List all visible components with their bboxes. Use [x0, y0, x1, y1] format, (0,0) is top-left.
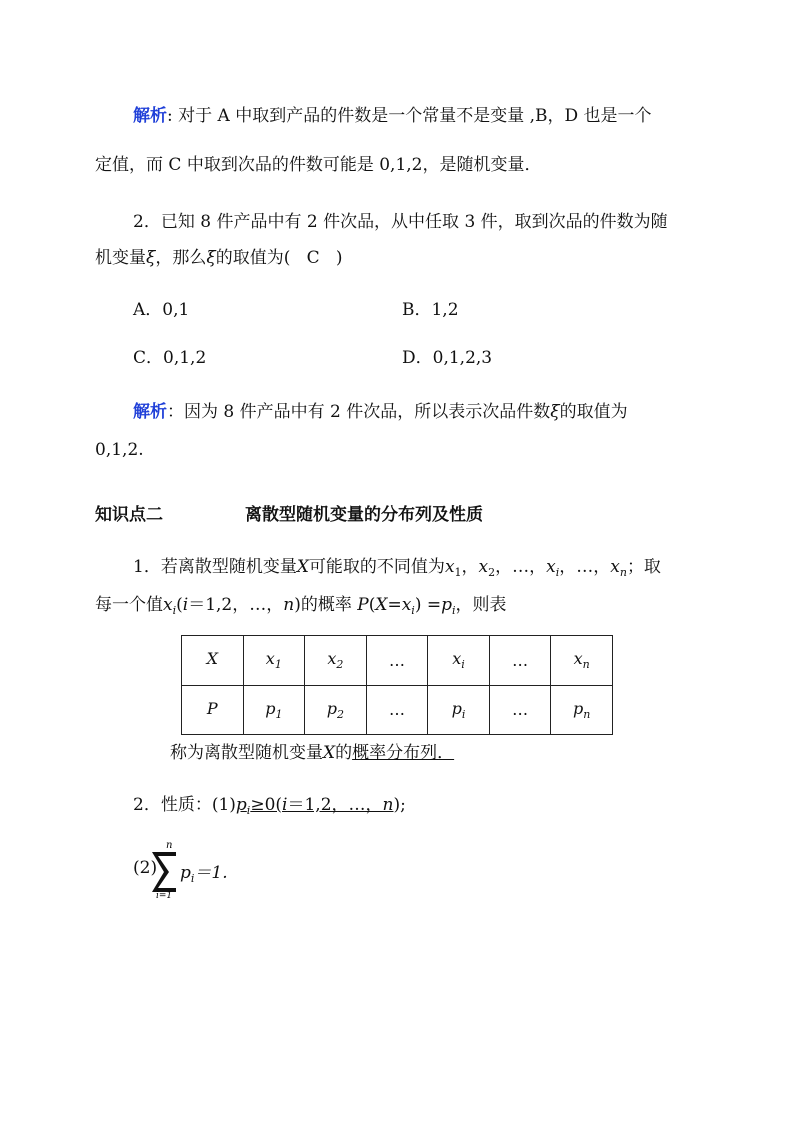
definition-line-2: 每一个值$x_i(i=1,2$，…，n)的概率 $P(X=x_i) =p_i$，则表: [95, 595, 507, 617]
sum-upper-limit: n: [166, 840, 173, 851]
table-cell: $p_1$: [243, 685, 305, 735]
table-cell: $x_i$: [428, 636, 490, 686]
property-2-expr: $p_i=1$.: [180, 863, 228, 885]
option-d: D．0,1,2,3: [402, 348, 493, 368]
analysis-label-2: 解析: [133, 402, 167, 422]
property-2-label: (2): [133, 858, 158, 878]
table-cell: $x_1$: [243, 636, 305, 686]
analysis-1-line-2: 定值，而 C 中取到次品的件数可能是 0,1,2，是随机变量．: [95, 155, 542, 175]
question-2-line-2: 机变量ξ，那么ξ的取值为( C ): [95, 248, 343, 268]
distribution-table: [181, 635, 613, 735]
analysis-2-line-1: 解析：因为 8 件产品中有 2 件次品，所以表示次品件数ξ的取值为: [133, 402, 628, 422]
sigma-glyph: [152, 852, 176, 892]
table-cell: …: [366, 636, 428, 686]
property-1: 2．性质：$(1)p_i\ge 0(i=1,2$，…，n);: [133, 795, 406, 817]
sum-lower-limit: i=1: [156, 891, 173, 898]
table-cell: $p_n$: [551, 685, 613, 735]
table-cell: $x_n$: [551, 636, 613, 686]
table-cell: …: [489, 636, 551, 686]
analysis-2-line-2: 0,1,2.: [95, 440, 144, 460]
table-cell: …: [489, 685, 551, 735]
analysis-1-line-1: 解析: 对于 A 中取到产品的件数是一个常量不是变量 ,B，D 也是一个: [133, 106, 652, 126]
table-cell: P: [182, 685, 244, 735]
option-a: A．0,1: [133, 300, 190, 320]
table-cell: X: [182, 636, 244, 686]
option-b: B．1,2: [402, 300, 459, 320]
analysis-label: 解析: [133, 106, 167, 126]
table-cell: $x_2$: [305, 636, 367, 686]
table-row: [182, 685, 613, 735]
section-number: 知识点二: [95, 505, 163, 525]
section-title: 离散型随机变量的分布列及性质: [245, 505, 483, 525]
answer: C: [306, 248, 320, 268]
table-cell: …: [366, 685, 428, 735]
table-caption: 称为离散型随机变量X的概率分布列．: [170, 743, 455, 763]
definition-line-1: 1．若离散型随机变量X可能取的不同值为$x_1$，$x_2$，…，$x_i$，…，$x_n$；取: [133, 557, 661, 579]
question-2-line-1: 2．已知 8 件产品中有 2 件次品，从中任取 3 件，取到次品的件数为随: [133, 212, 668, 232]
table-row: [182, 636, 613, 686]
option-c: C．0,1,2: [133, 348, 207, 368]
table-cell: $p_2$: [305, 685, 367, 735]
table-cell: $p_i$: [428, 685, 490, 735]
definition-term: 概率分布列．: [352, 743, 455, 763]
